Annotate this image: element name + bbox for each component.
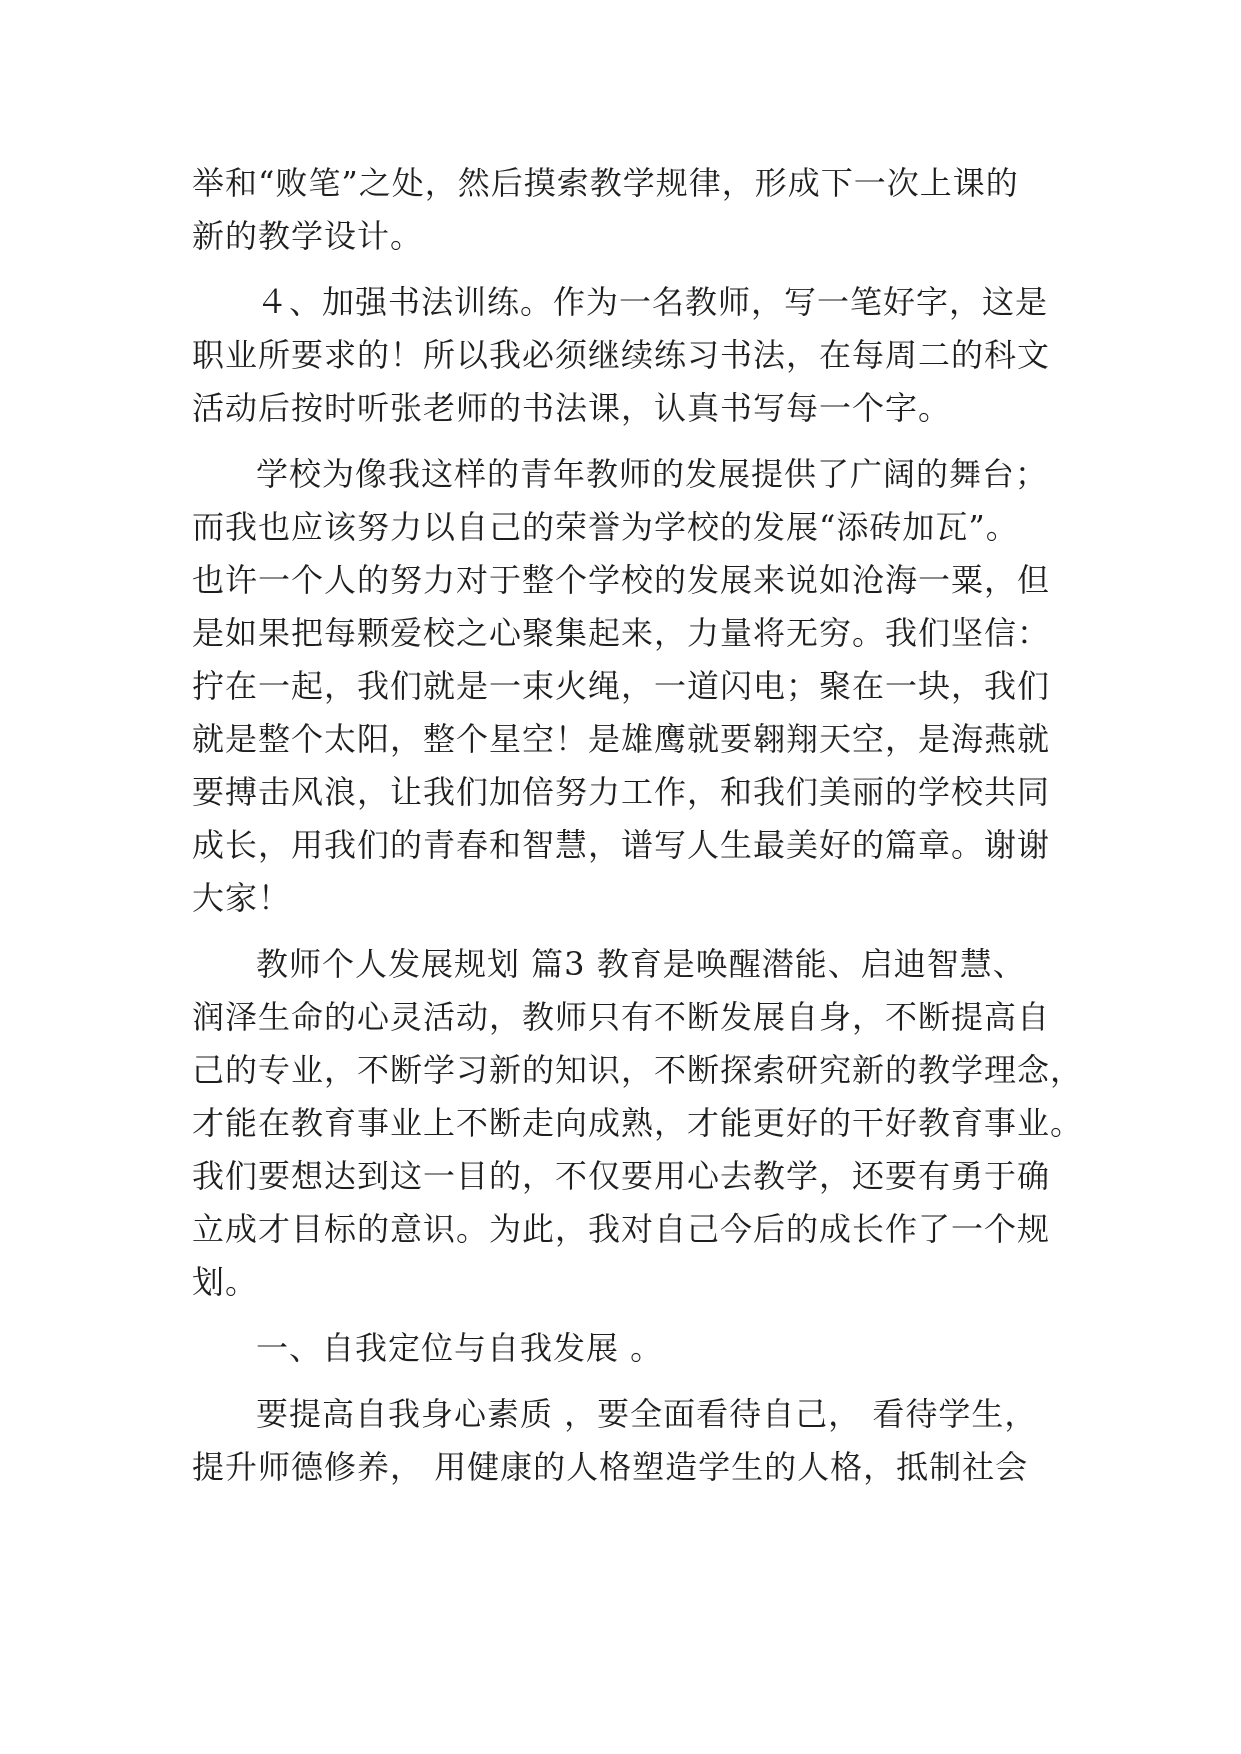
text-line: 己的专业，不断学习新的知识，不断探索研究新的教学理念，: [192, 1051, 1084, 1089]
text-line: 成长，用我们的青春和智慧，谱写人生最美好的篇章。谢谢: [192, 826, 1051, 864]
text-line: 举和“败笔”之处，然后摸索教学规律，形成下一次上课的: [192, 164, 1019, 202]
text-line: 职业所要求的！所以我必须继续练习书法，在每周二的科文: [192, 336, 1051, 374]
text-line: 就是整个太阳，整个星空！是雄鹰就要翱翔天空，是海燕就: [192, 720, 1051, 758]
text-line: 要搏击风浪，让我们加倍努力工作，和我们美丽的学校共同: [192, 773, 1051, 811]
text-line: 学校为像我这样的青年教师的发展提供了广阔的舞台；: [256, 455, 1049, 493]
text-line: 润泽生命的心灵活动，教师只有不断发展自身，不断提高自: [192, 998, 1051, 1036]
text-line: ４、加强书法训练。作为一名教师，写一笔好字，这是: [256, 283, 1049, 321]
text-line: 教师个人发展规划 篇3 教育是唤醒潜能、启迪智慧、: [256, 945, 1026, 983]
text-line: 活动后按时听张老师的书法课，认真书写每一个字。: [192, 389, 952, 427]
text-line: 大家！: [192, 879, 292, 917]
text-line: 是如果把每颗爱校之心聚集起来，力量将无穷。我们坚信：: [192, 614, 1051, 652]
text-line: 划。: [192, 1263, 259, 1301]
text-line: 我们要想达到这一目的，不仅要用心去教学，还要有勇于确: [192, 1157, 1051, 1195]
text-line: 而我也应该努力以自己的荣誉为学校的发展“添砖加瓦”。: [192, 508, 1019, 546]
text-line: 拧在一起，我们就是一束火绳，一道闪电；聚在一块，我们: [192, 667, 1051, 705]
text-line: 立成才目标的意识。为此，我对自己今后的成长作了一个规: [192, 1210, 1051, 1248]
text-line: 提升师德修养， 用健康的人格塑造学生的人格，抵制社会: [192, 1448, 1029, 1486]
text-line: 新的教学设计。: [192, 217, 424, 255]
text-line: 也许一个人的努力对于整个学校的发展来说如沧海一粟，但: [192, 561, 1051, 599]
text-line: 要提高自我身心素质 ，要全面看待自己， 看待学生，: [256, 1395, 1038, 1433]
text-line: 才能在教育事业上不断走向成熟，才能更好的干好教育事业。: [192, 1104, 1084, 1142]
text-line: 一、自我定位与自我发展 。: [256, 1329, 664, 1367]
